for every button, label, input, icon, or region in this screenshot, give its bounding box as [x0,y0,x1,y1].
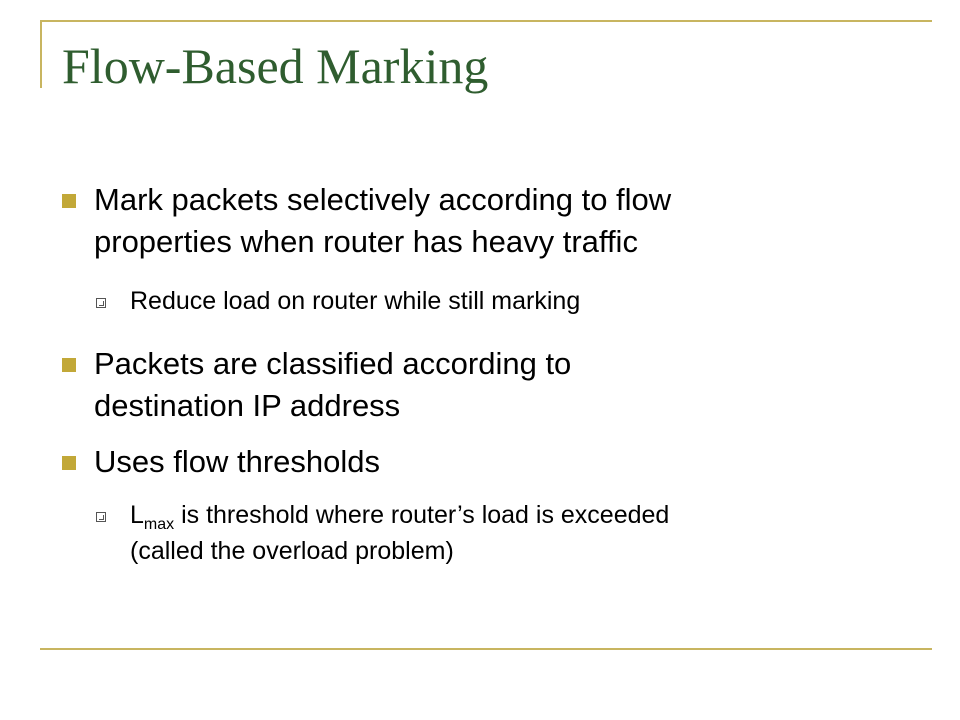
bullet-1-line1: Mark packets selectively according to flow [94,182,672,217]
lmax-letter: L [130,501,144,529]
top-rule [40,20,932,22]
bullet-2-line1: Packets are classified according to [94,346,572,381]
checkbox-bullet-icon [96,298,106,308]
square-bullet-icon [62,358,76,372]
square-bullet-icon [62,456,76,470]
lmax-subscript: max [143,516,175,533]
left-rule [40,20,42,88]
bullet-3-text: Uses flow thresholds [94,444,381,479]
slide-title: Flow-Based Marking [62,38,489,94]
bullet-2-line2: destination IP address [94,388,401,423]
subbullet-2-rest: is threshold where router’s load is exceeded [174,501,670,529]
bullet-1-line2: properties when router has heavy traffic [94,224,638,259]
checkbox-bullet-icon [96,512,106,522]
square-bullet-icon [62,194,76,208]
bottom-rule [40,648,932,650]
subbullet-2-line2: (called the overload problem) [130,537,454,565]
subbullet-1-text: Reduce load on router while still marking [130,287,581,315]
